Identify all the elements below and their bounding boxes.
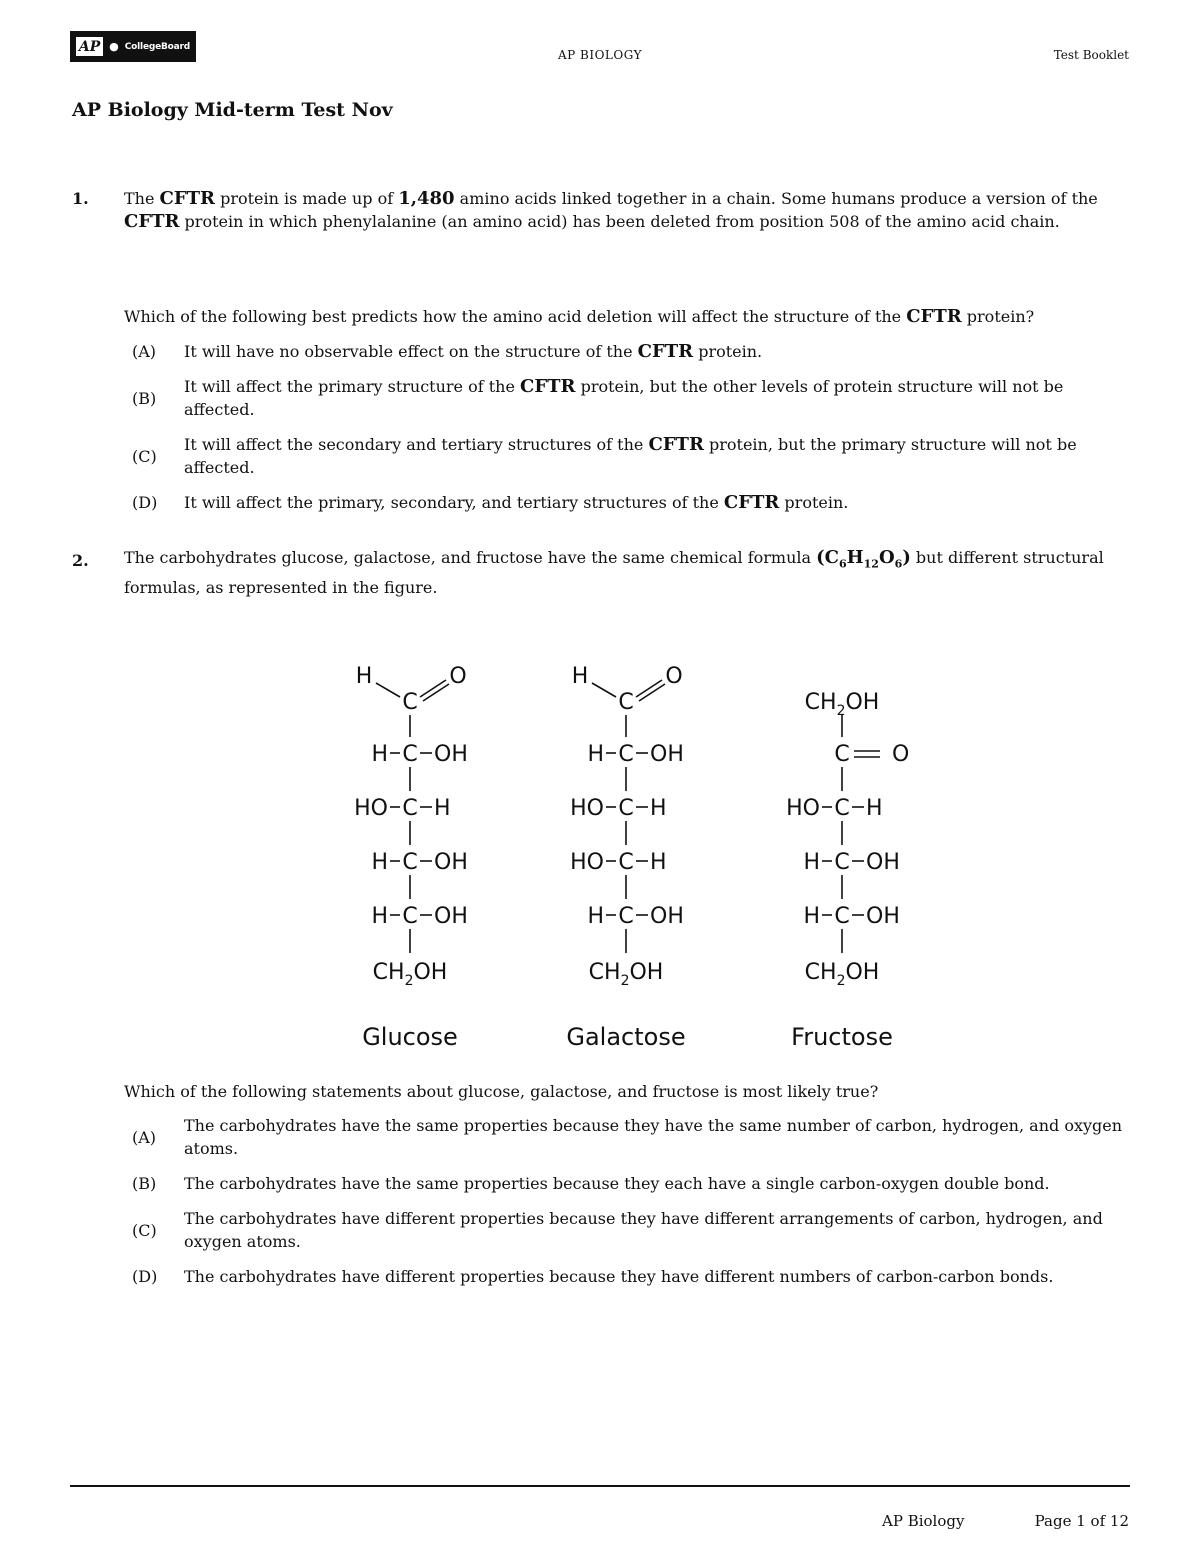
cftr-term: CFTR [124, 211, 180, 232]
left-substituent: H [587, 904, 604, 929]
stem-text: The [124, 189, 160, 208]
sugar-structures-svg [320, 655, 960, 1065]
option-text: The carbohydrates have the same properties because they have the same number of carbon, hydrogen, and oxygen atoms. [184, 1116, 1123, 1158]
backbone-carbon: C [618, 742, 634, 767]
left-substituent: HO [786, 796, 820, 821]
cftr-term: CFTR [159, 188, 215, 209]
chemical-formula: $(C_6H_{12}O_6)$ [816, 547, 911, 571]
option-label: (C) [132, 446, 157, 466]
option-label: (C) [132, 1220, 157, 1240]
collegeboard-wordmark: CollegeBoard [124, 41, 190, 52]
right-substituent: OH [434, 742, 468, 767]
option-text: The carbohydrates have different properties because they have different arrangements of carbon, hydrogen, and oxygen atoms. [184, 1209, 1103, 1251]
header-subject: AP BIOLOGY [557, 48, 643, 62]
option-text: It will affect the primary, secondary, and tertiary structures of the CFTR protein. [184, 492, 849, 513]
option-1d[interactable] [124, 491, 1134, 514]
backbone-carbon: C [834, 904, 850, 929]
footer-rule [70, 1485, 1130, 1487]
option-label: (D) [132, 1267, 158, 1286]
option-2a[interactable] [124, 1114, 1134, 1160]
option-label: (A) [132, 1127, 157, 1147]
aldehyde-carbon: C [618, 690, 634, 715]
backbone-carbon: C [618, 850, 634, 875]
left-substituent: H [803, 904, 820, 929]
cftr-term: CFTR [906, 306, 962, 327]
question-2-options [124, 1114, 1134, 1300]
option-1b[interactable] [124, 375, 1134, 421]
stem-text: amino acids linked together in a chain. Some humans produce a version of the [454, 189, 1098, 208]
aldehyde-oxygen: O [665, 664, 683, 689]
option-text: The carbohydrates have different properties because they have different numbers of carbon-carbon bonds. [184, 1267, 1054, 1286]
left-substituent: HO [570, 850, 604, 875]
sugar-name: Fructose [791, 1023, 893, 1051]
option-text: It will have no observable effect on the structure of the CFTR protein. [184, 341, 763, 362]
right-substituent: OH [866, 904, 900, 929]
option-label: (B) [132, 388, 157, 408]
page-title: AP Biology Mid-term Test Nov [72, 99, 393, 121]
left-substituent: H [803, 850, 820, 875]
aldehyde-carbon: C [402, 690, 418, 715]
question-2-stem: The carbohydrates glucose, galactose, and fructose have the same chemical formula $(C_6H_{12}O_6)$ but different structural formulas, as represented in the figure. [124, 547, 1104, 597]
stem-text: protein in which phenylalanine (an amino acid) has been deleted from position 508 of the amino acid chain. [179, 212, 1060, 231]
backbone-carbon: C [618, 796, 634, 821]
option-text: It will affect the primary structure of the CFTR protein, but the other levels of protein structure will not be affected. [184, 376, 1064, 419]
cftr-term: CFTR [723, 492, 780, 513]
option-1a[interactable] [124, 340, 1134, 363]
backbone-carbon: C [618, 904, 634, 929]
left-substituent: HO [570, 796, 604, 821]
backbone-carbon: C [402, 742, 418, 767]
backbone-carbon: C [402, 850, 418, 875]
backbone-carbon: C [402, 904, 418, 929]
right-substituent: H [434, 796, 451, 821]
header-booklet: Test Booklet [1053, 48, 1129, 62]
left-substituent: H [371, 850, 388, 875]
acorn-icon: ● [109, 40, 119, 53]
option-text: The carbohydrates have the same properties because they each have a single carbon-oxygen double bond. [184, 1174, 1050, 1193]
option-1c[interactable] [124, 433, 1134, 479]
aldehyde-h-bond [592, 683, 616, 697]
option-2d[interactable] [124, 1265, 1134, 1288]
right-substituent: H [650, 850, 667, 875]
ketone-carbon: C [834, 742, 850, 767]
left-substituent: H [371, 904, 388, 929]
left-substituent: H [587, 742, 604, 767]
aldehyde-hydrogen: H [571, 664, 589, 689]
option-2b[interactable] [124, 1172, 1134, 1195]
cftr-term: CFTR [637, 341, 694, 362]
sugar-name: Glucose [362, 1023, 458, 1051]
sugar-name: Galactose [566, 1023, 686, 1051]
left-substituent: H [371, 742, 388, 767]
right-substituent: OH [650, 904, 684, 929]
ch2oh-group: $CH_2OH$ [804, 960, 880, 989]
cftr-term: CFTR [648, 434, 704, 455]
cftr-term: CFTR [520, 376, 576, 397]
option-label: (A) [132, 342, 157, 361]
question-1-stem [124, 187, 1134, 233]
question-number-2: 2. [72, 551, 89, 570]
left-substituent: HO [354, 796, 388, 821]
option-label: (D) [132, 493, 158, 512]
ch2oh-group: $CH_2OH$ [372, 960, 448, 989]
option-2c[interactable] [124, 1207, 1134, 1253]
option-text: It will affect the secondary and tertiary structures of the CFTR protein, but the primary structure will not be affected. [184, 434, 1077, 477]
backbone-carbon: C [834, 796, 850, 821]
prompt-text: protein? [961, 307, 1035, 326]
ch2oh-group: $CH_2OH$ [804, 690, 880, 719]
backbone-carbon: C [402, 796, 418, 821]
ketone-oxygen: O [892, 742, 910, 767]
aldehyde-oxygen: O [449, 664, 467, 689]
amino-acid-count: 1,480 [398, 188, 455, 209]
right-substituent: OH [866, 850, 900, 875]
backbone-carbon: C [834, 850, 850, 875]
question-number-1: 1. [72, 189, 89, 208]
question-2-prompt: Which of the following statements about glucose, galactose, and fructose is most likely true? [124, 1082, 879, 1101]
aldehyde-hydrogen: H [355, 664, 373, 689]
footer-subject: AP Biology [882, 1512, 965, 1530]
question-1-options [124, 340, 1134, 526]
aldehyde-h-bond [376, 683, 400, 697]
right-substituent: OH [434, 850, 468, 875]
sugar-structures-figure [320, 655, 960, 1065]
prompt-text: Which of the following best predicts how the amino acid deletion will affect the structure of the [124, 307, 907, 326]
right-substituent: H [650, 796, 667, 821]
right-substituent: H [866, 796, 883, 821]
stem-text: protein is made up of [215, 189, 399, 208]
ap-logo-mark: AP [76, 37, 103, 56]
right-substituent: OH [650, 742, 684, 767]
footer-page-number: Page 1 of 12 [1034, 1512, 1129, 1530]
option-label: (B) [132, 1174, 157, 1193]
right-substituent: OH [434, 904, 468, 929]
question-1-prompt [124, 305, 1134, 328]
ch2oh-group: $CH_2OH$ [588, 960, 664, 989]
